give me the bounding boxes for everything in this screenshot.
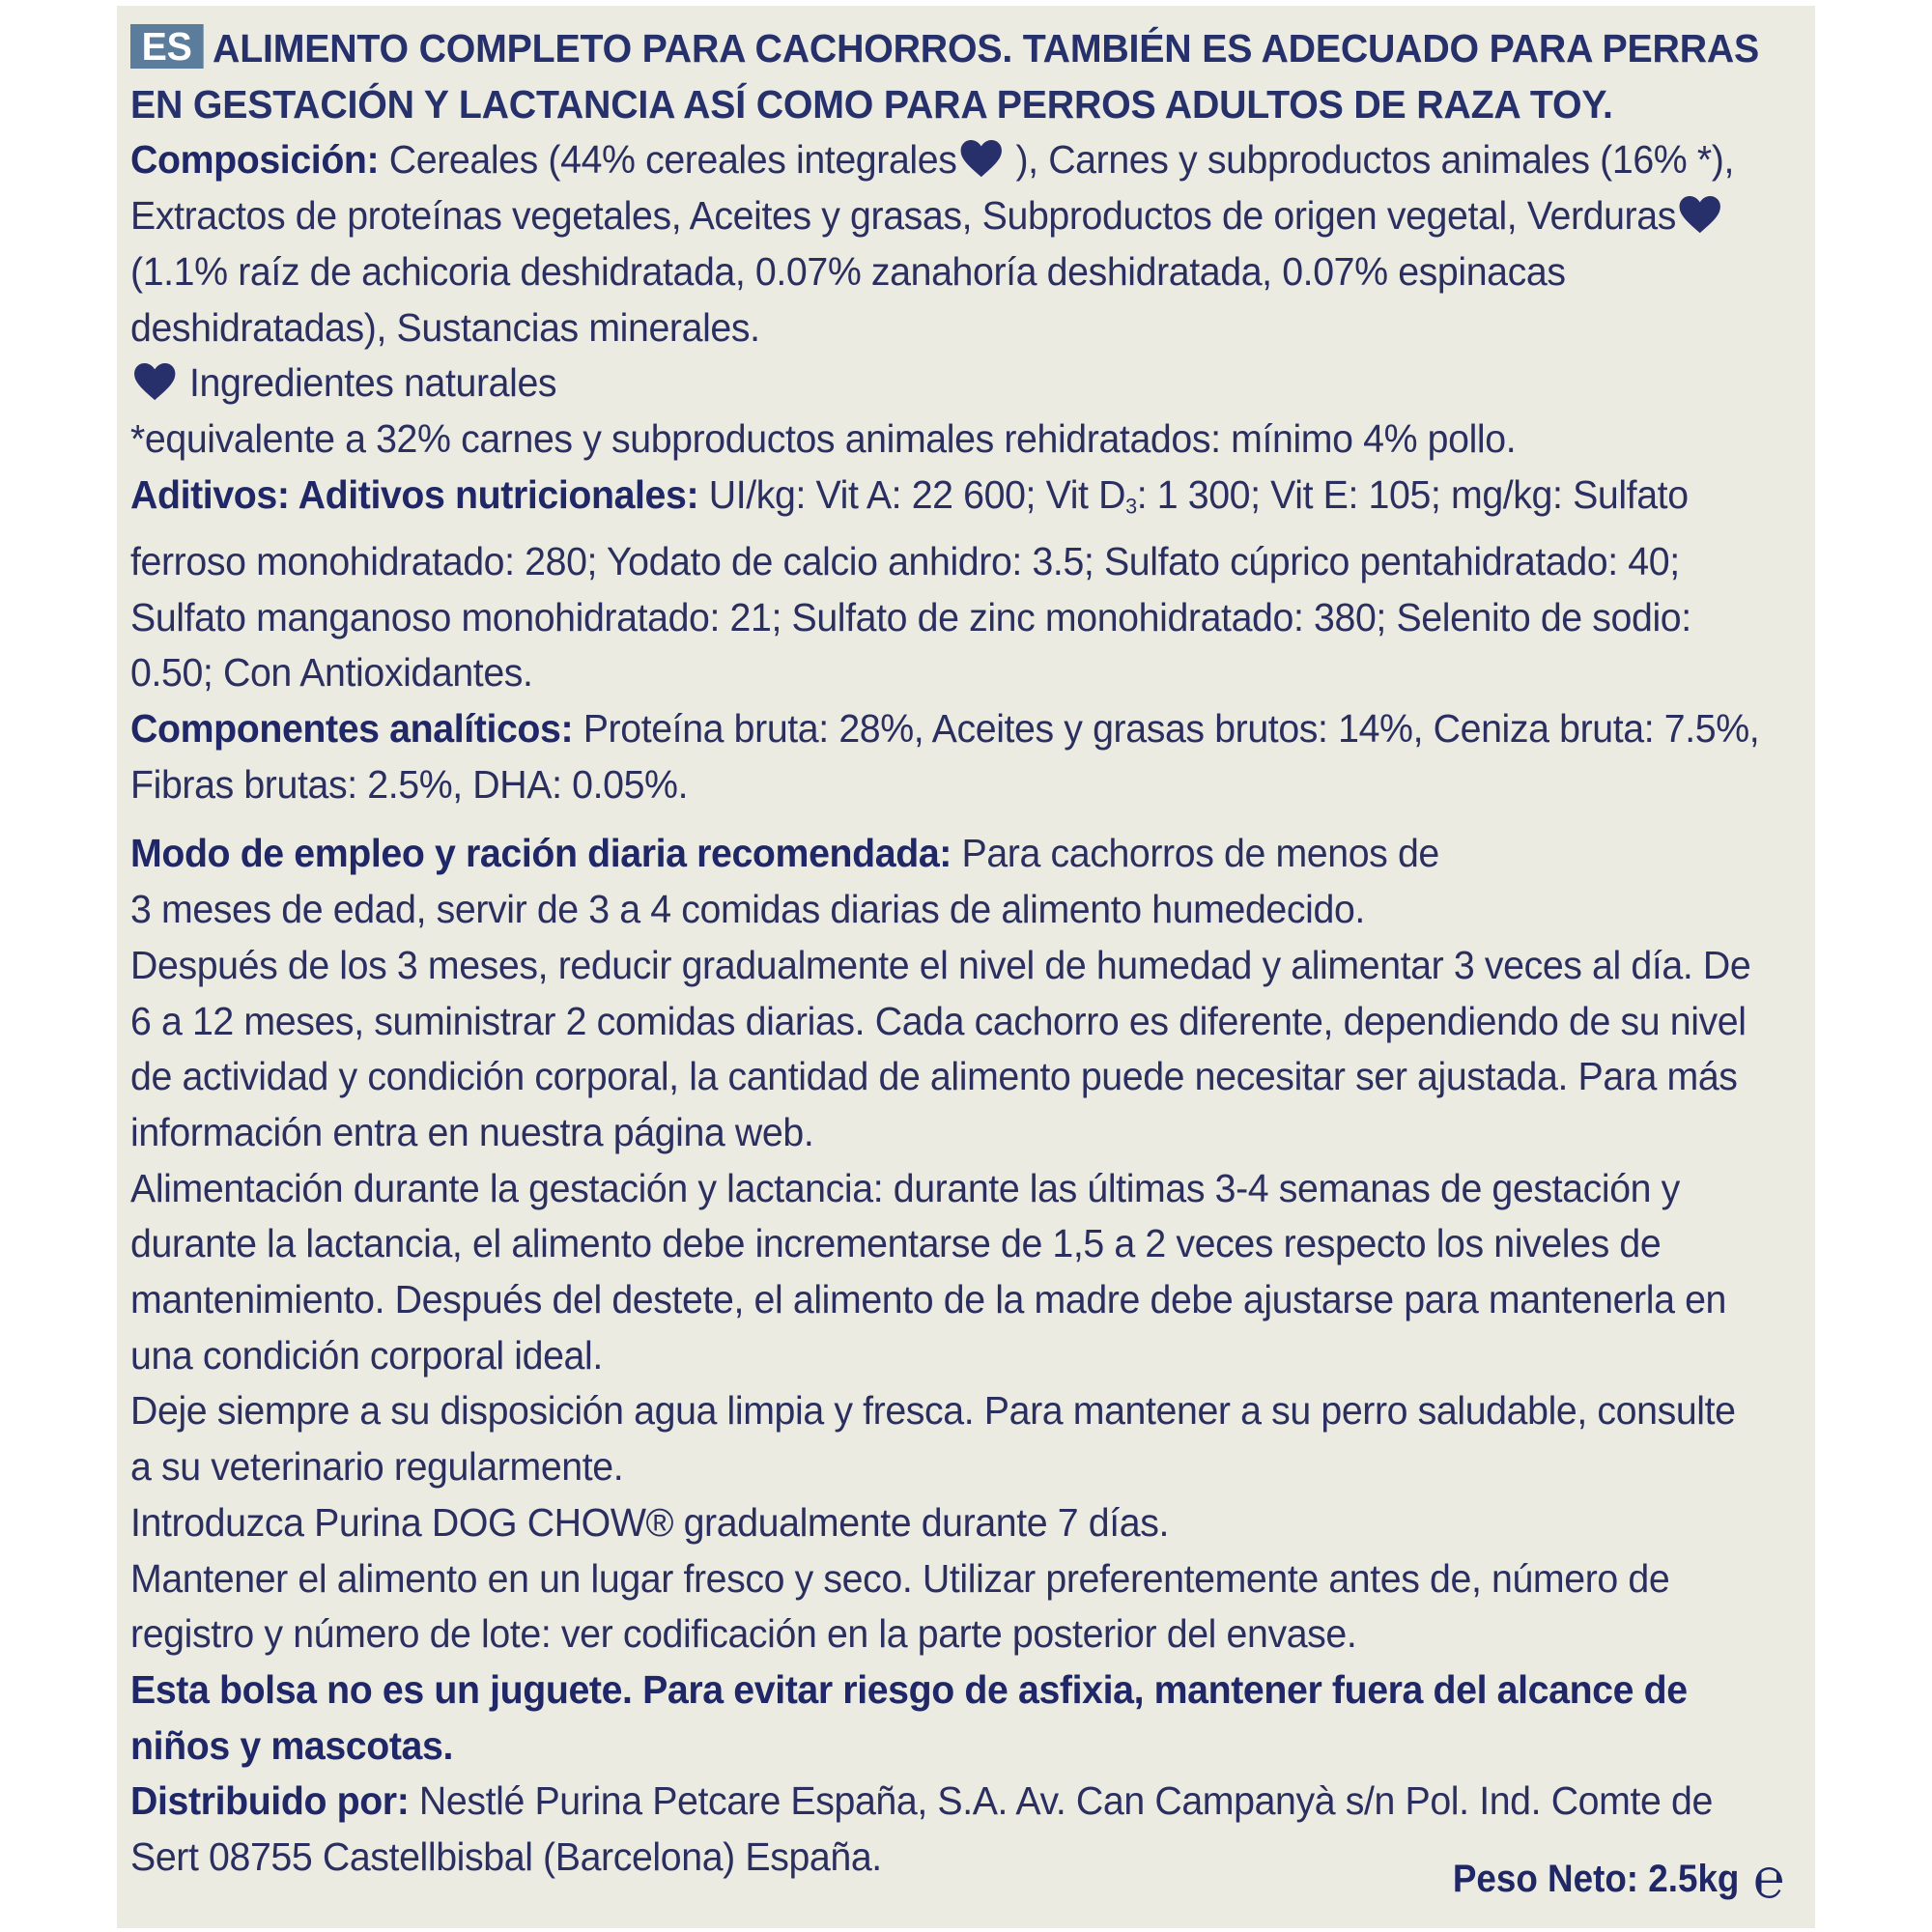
heart-icon xyxy=(134,363,176,402)
heart-icon xyxy=(960,140,1002,179)
header-title: ALIMENTO COMPLETO PARA CACHORROS. TAMBIÉN ES ADECUADO PARA PERRAS EN GESTACIÓN Y LACTANCIA ASÍ COMO PARA PERROS ADULTOS DE RAZA TOY. xyxy=(130,26,1760,127)
usage-water: Deje siempre a su disposición agua limpia y fresca. Para mantener a su perro saludable, consulte a su veterinario regularmente. xyxy=(130,1388,1736,1490)
analytical-label: Componentes analíticos: xyxy=(130,706,574,751)
safety-warning: Esta bolsa no es un juguete. Para evitar riesgo de asfixia, mantener fuera del alcance de niños y mascotas. xyxy=(130,1666,1688,1768)
usage-after-three-months: Después de los 3 meses, reducir gradualmente el nivel de humedad y alimentar 3 veces al día. De 6 a 12 meses, suministrar 2 comidas diarias. Cada cachorro es diferente, dependiendo de su nivel de actividad y condición corporal, la cantidad de alimento puede necesitar ser ajustada. Para más información entra en nuestra página web. xyxy=(130,942,1751,1154)
additives-text-1: UI/kg: Vit A: 22 600; Vit D xyxy=(698,471,1126,517)
composition-label: Composición: xyxy=(130,137,380,183)
distributor-label: Distribuido por: xyxy=(130,1778,410,1824)
analytical-paragraph xyxy=(130,701,1761,812)
product-label-panel xyxy=(117,6,1815,1928)
usage-gestation: Alimentación durante la gestación y lactancia: durante las últimas 3-4 semanas de gestación y durante la lactancia, el alimento debe incrementarse de 1,5 a 2 veces respecto los niveles de mantenimiento. Después del destete, el alimento de la madre debe ajustarse para mantenerla en una condición corporal ideal. xyxy=(130,1165,1727,1378)
usage-label: Modo de empleo y ración diaria recomendada: xyxy=(130,831,952,876)
heart-icon xyxy=(1680,196,1721,235)
usage-transition: Introduzca Purina DOG CHOW® gradualmente durante 7 días. xyxy=(130,1499,1169,1545)
header-paragraph xyxy=(130,21,1761,132)
usage-line-a: Para cachorros de menos de xyxy=(951,831,1439,876)
usage-line-b: 3 meses de edad, servir de 3 a 4 comidas diarias de alimento humedecido. xyxy=(130,887,1365,932)
usage-paragraph xyxy=(130,826,1761,937)
usage-storage: Mantener el alimento en un lugar fresco y seco. Utilizar preferentemente antes de, número de registro y número de lote: ver codificación en la parte posterior del envase. xyxy=(130,1555,1670,1657)
vitamin-d-subscript: 3 xyxy=(1125,494,1137,519)
analytical-text: Proteína bruta: 28%, Aceites y grasas brutos: 14%, Ceniza bruta: 7.5%, Fibras brutas: 2.5%, DHA: 0.05%. xyxy=(130,706,1760,807)
label-text xyxy=(130,21,1761,1886)
natural-legend xyxy=(130,355,1761,412)
composition-paragraph xyxy=(130,132,1761,355)
composition-footnote: *equivalente a 32% carnes y subproductos animales rehidratados: mínimo 4% pollo. xyxy=(130,415,1517,461)
net-weight-label: Peso Neto: 2.5kg xyxy=(1452,1857,1740,1900)
composition-text-2: ), Carnes y subproductos animales (16% *), Extractos de proteínas vegetales, Aceites y grasas, Subproductos de origen vegetal, Verduras xyxy=(130,137,1735,239)
net-weight xyxy=(1452,1847,1784,1910)
additives-label: Aditivos: Aditivos nutricionales: xyxy=(130,471,699,517)
estimated-sign-icon: ℮ xyxy=(1752,1847,1784,1910)
composition-text-1: Cereales (44% cereales integrales xyxy=(379,137,957,183)
additives-paragraph xyxy=(130,468,1761,701)
language-badge: ES xyxy=(130,24,203,69)
composition-text-3: (1.1% raíz de achicoria deshidratada, 0.07% zanahoría deshidratada, 0.07% espinacas deshidratadas), Sustancias minerales. xyxy=(130,248,1566,350)
additives-text-2: : 1 300; Vit E: 105; mg/kg: Sulfato ferroso monohidratado: 280; Yodato de calcio anhidro: 3.5; Sulfato cúprico pentahidratado: 40; Sulfato manganoso monohidratado: 21; Sulfato de zinc monohidratado: 380; Selenito de sodio: 0.50; Con Antioxidantes. xyxy=(130,471,1691,696)
natural-legend-text: Ingredientes naturales xyxy=(179,360,557,406)
distributor-text: Nestlé Purina Petcare España, S.A. Av. Can Campanyà s/n Pol. Ind. Comte de Sert 08755 Castellbisbal (Barcelona) España. xyxy=(130,1778,1713,1880)
